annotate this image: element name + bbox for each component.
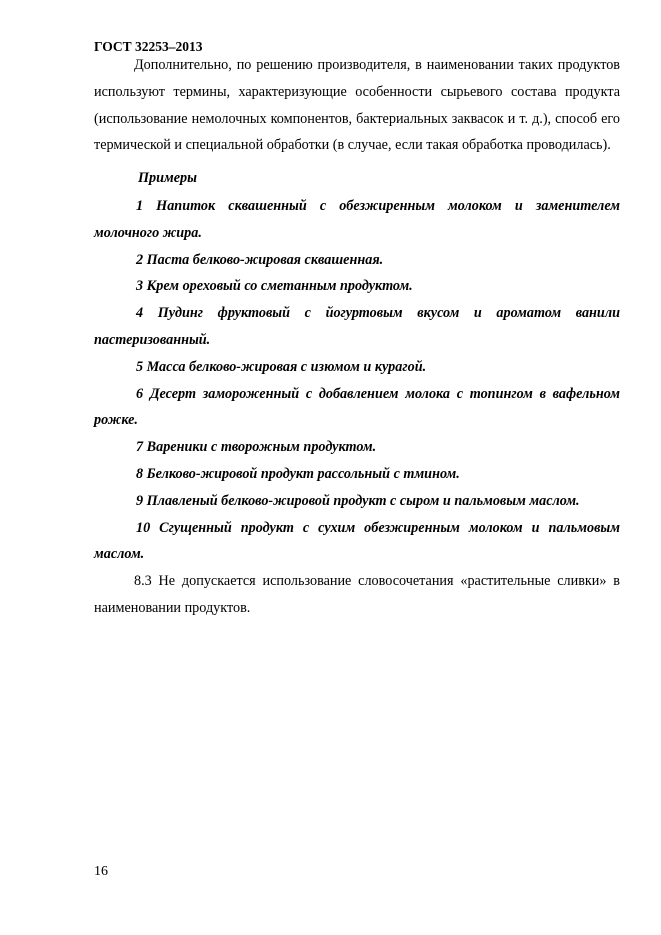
examples-heading: Примеры bbox=[138, 170, 197, 187]
example-item-1: 1 Напиток сквашенный с обезжиренным молоком и заменителем молочного жира. bbox=[94, 197, 620, 241]
standard-code-header: ГОСТ 32253–2013 bbox=[94, 39, 203, 54]
intro-paragraph: Дополнительно, по решению производителя, в наименовании таких продуктов используют термины, характеризующие особенности сырьевого состава продукта (использование немолочных компонентов, бактериальных заквасок и т. д.), способ его термической и специальной обработки (в случае, если такая обработка проводилась). bbox=[94, 57, 620, 154]
example-item-5: 5 Масса белково-жировая с изюмом и курагой. bbox=[136, 358, 427, 375]
example-item-9: 9 Плавленый белково-жировой продукт с сыром и пальмовым маслом. bbox=[136, 492, 580, 509]
example-item-2: 2 Паста белково-жировая сквашенная. bbox=[136, 251, 384, 268]
clause-8-3: 8.3 Не допускается использование словосочетания «растительные сливки» в наименовании продуктов. bbox=[94, 573, 620, 616]
example-item-6: 6 Десерт замороженный с добавлением молока с топингом в вафельном рожке. bbox=[94, 385, 620, 429]
document-body bbox=[94, 52, 620, 622]
example-item-3: 3 Крем ореховый со сметанным продуктом. bbox=[136, 278, 413, 295]
example-item-8: 8 Белково-жировой продукт рассольный с тмином. bbox=[136, 465, 460, 482]
page-number: 16 bbox=[94, 864, 108, 879]
example-item-7: 7 Вареники с творожным продуктом. bbox=[136, 439, 377, 456]
example-item-10: 10 Сгущенный продукт с сухим обезжиренным молоком и пальмовым маслом. bbox=[94, 519, 620, 563]
example-item-4: 4 Пудинг фруктовый с йогуртовым вкусом и ароматом ванили пастеризованный. bbox=[94, 305, 620, 348]
